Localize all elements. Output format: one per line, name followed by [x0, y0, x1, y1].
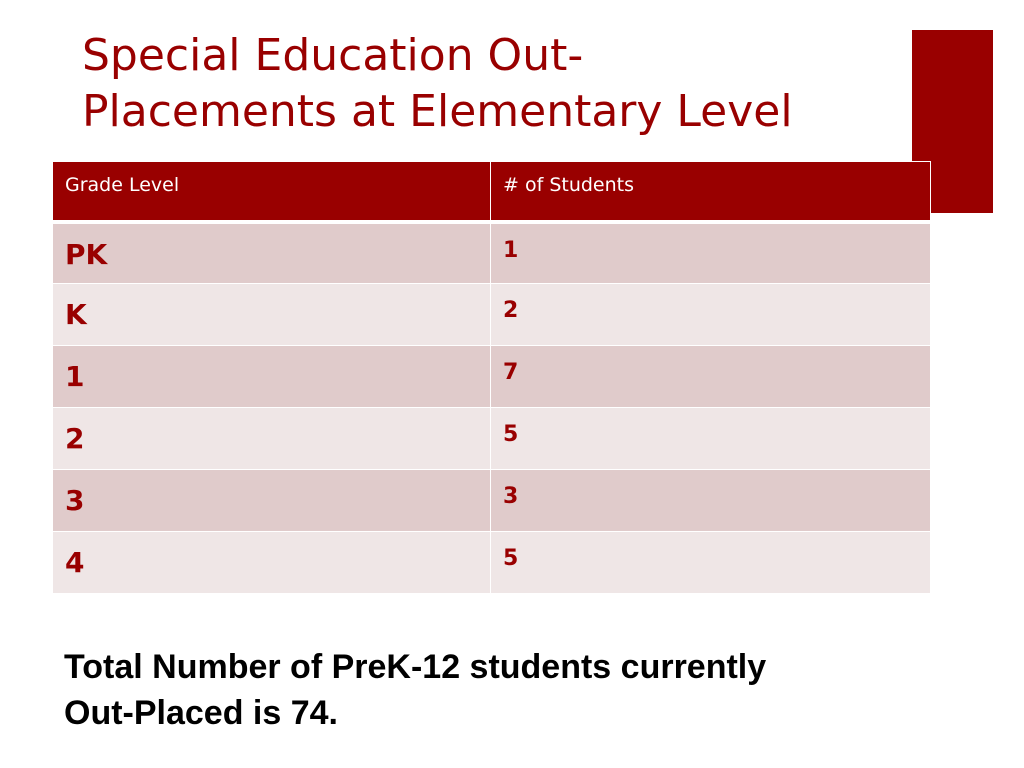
table-row	[53, 346, 931, 408]
table-row	[53, 408, 931, 470]
total-note-line-2: Out-Placed is 74.	[64, 694, 338, 732]
slide-title	[82, 28, 902, 140]
total-note-line-1: Total Number of PreK-12 students currently	[64, 648, 767, 686]
students-cell: 5	[491, 532, 931, 594]
table-row	[53, 222, 931, 284]
table-row	[53, 470, 931, 532]
slide-title-line-1: Special Education Out-	[82, 30, 584, 81]
students-cell: 5	[491, 408, 931, 470]
grade-cell: K	[53, 284, 491, 346]
slide-title-line-2: Placements at Elementary Level	[82, 86, 793, 137]
grade-cell: 3	[53, 470, 491, 532]
table-header-row	[53, 162, 931, 222]
students-cell: 7	[491, 346, 931, 408]
table-row	[53, 284, 931, 346]
header-grade-level: Grade Level	[53, 162, 491, 222]
total-note	[64, 644, 964, 736]
grade-cell: 4	[53, 532, 491, 594]
students-cell: 2	[491, 284, 931, 346]
grade-cell: 1	[53, 346, 491, 408]
grade-cell: PK	[53, 222, 491, 284]
students-cell: 1	[491, 222, 931, 284]
table-row	[53, 532, 931, 594]
grade-cell: 2	[53, 408, 491, 470]
header-num-students: # of Students	[491, 162, 931, 222]
placements-table	[52, 161, 931, 594]
students-cell: 3	[491, 470, 931, 532]
